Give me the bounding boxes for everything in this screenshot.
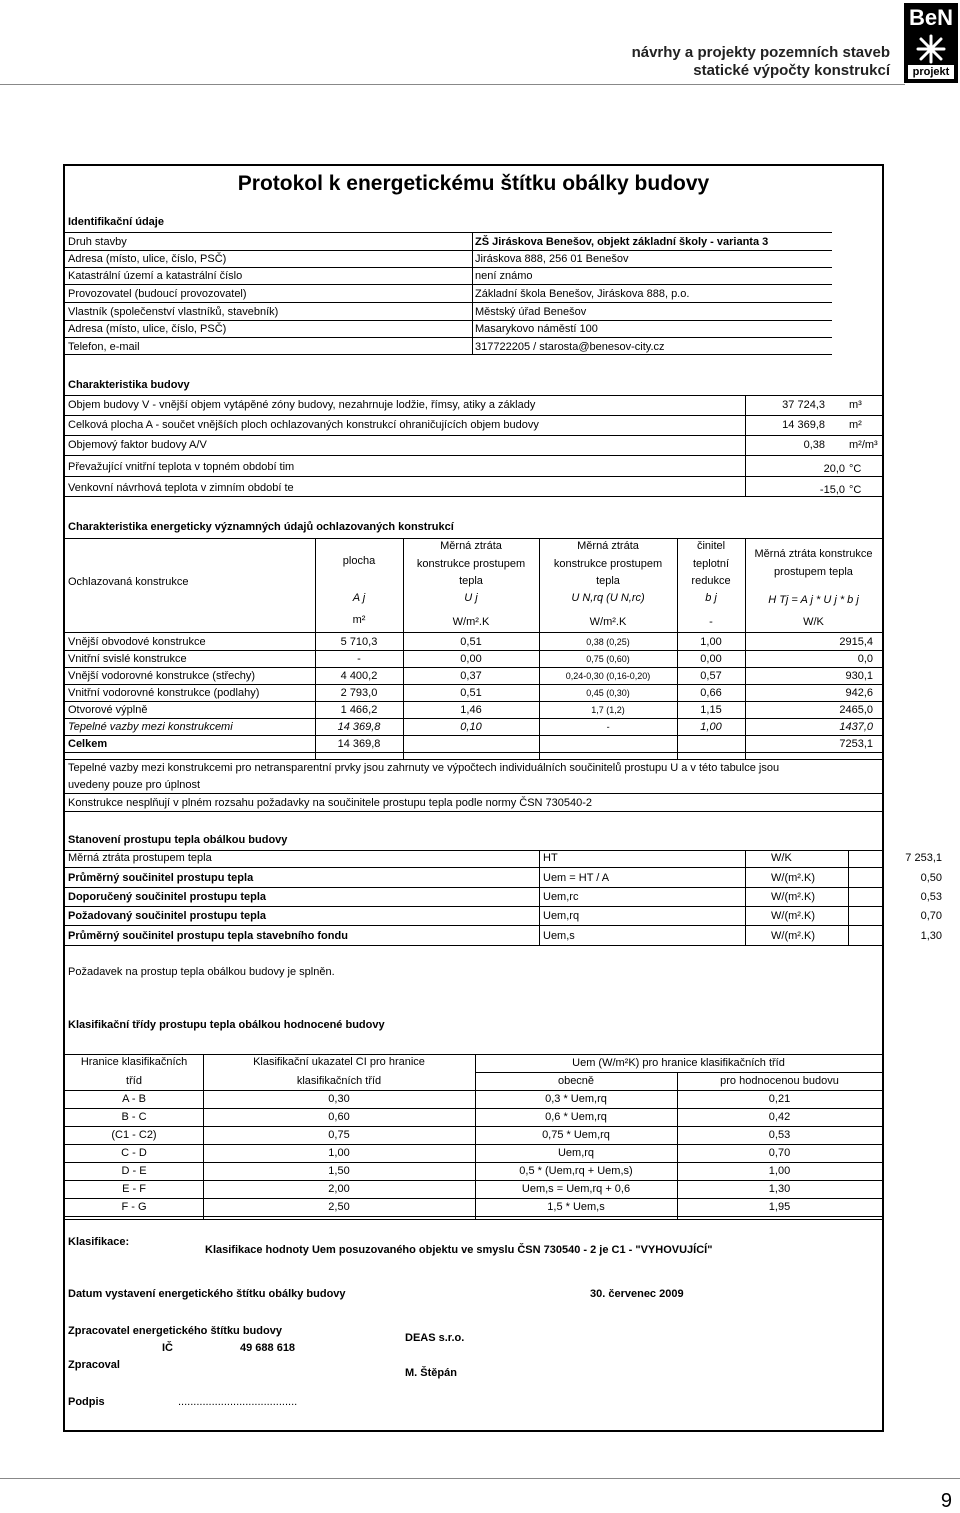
rule: [65, 945, 882, 946]
energ-row-b: 1,00: [700, 721, 722, 733]
stan-row-value: 0,53: [920, 891, 942, 903]
energ-row-un: 0,75 (0,60): [586, 654, 630, 664]
rule: [65, 1108, 882, 1109]
ident-label: Telefon, e-mail: [68, 341, 140, 353]
energ-row-name: Vnitřní svislé konstrukce: [68, 653, 187, 665]
klas-heading: Klasifikační třídy prostupu tepla obálkou hodnocené budovy: [68, 1019, 385, 1031]
klas-row-class: B - C: [121, 1111, 147, 1123]
rule: [65, 684, 882, 685]
energ-row-un: 0,24-0,30 (0,16-0,20): [565, 671, 651, 681]
ident-value: není známo: [475, 270, 533, 282]
stan-row-symbol: Uem,rq: [543, 910, 580, 922]
rule: [475, 1072, 882, 1073]
col-un-label: Měrná ztráta: [577, 540, 639, 552]
char-unit: °C: [849, 463, 862, 475]
rule: [65, 455, 882, 456]
rule: [65, 667, 882, 668]
rule: [65, 1180, 882, 1181]
klas-row-ci: 2,00: [328, 1183, 350, 1195]
rule: [65, 267, 832, 268]
char-value: 0,38: [803, 439, 825, 451]
klas-row-general: 0,6 * Uem,rq: [545, 1111, 607, 1123]
stan-row-unit: W/(m².K): [771, 910, 815, 922]
rule: [65, 1144, 882, 1145]
klas-row-value: 0,70: [768, 1147, 791, 1159]
energ-row-area: 14 369,8: [337, 721, 381, 733]
rule: [65, 925, 882, 926]
ident-value: Základní škola Benešov, Jiráskova 888, p.o.: [475, 288, 690, 300]
energ-row-h: 0,0: [857, 653, 873, 665]
logo-text: BeN: [908, 5, 953, 30]
col-h-unit: W/K: [803, 616, 824, 628]
energ-row-name: Celkem: [68, 738, 108, 750]
energ-row-u: 1,46: [460, 704, 482, 716]
footer-rule: [0, 1478, 960, 1479]
stan-result: Požadavek na prostup tepla obálkou budovy je splněn.: [68, 966, 335, 978]
energ-row-un: 0,45 (0,30): [586, 688, 630, 698]
energ-row-un: 0,38 (0,25): [586, 637, 630, 647]
char-value: 20,0: [823, 463, 845, 475]
rule: [65, 337, 832, 338]
char-value: 14 369,8: [782, 419, 825, 431]
rule: [65, 232, 832, 233]
energ-row-name: Vnitřní vodorovné konstrukce (podlahy): [68, 687, 260, 699]
rule: [65, 476, 882, 477]
rule: [65, 302, 832, 303]
rule: [65, 752, 882, 753]
rule: [65, 867, 882, 868]
col-area: plocha: [342, 555, 376, 567]
char-unit: m³: [849, 399, 862, 411]
page-header: [632, 44, 890, 80]
stan-row-value: 7 253,1: [905, 852, 942, 864]
processor-label: Zpracovatel energetického štítku budovy: [68, 1325, 282, 1337]
klas-col-class: Hranice klasifikačních: [80, 1056, 188, 1068]
stan-row-unit: W/(m².K): [771, 872, 815, 884]
energ-row-area: -: [357, 653, 361, 665]
stan-row-label: Doporučený součinitel prostupu tepla: [68, 891, 267, 903]
klas-col-ci: klasifikačních tříd: [296, 1075, 382, 1087]
stan-row-value: 1,30: [920, 930, 942, 942]
ident-value: Masarykovo náměstí 100: [475, 323, 598, 335]
rule: [65, 1126, 882, 1127]
protocol-title: Protokol k energetickému štítku obálky budovy: [237, 172, 710, 195]
rule: [65, 632, 882, 633]
stan-row-unit: W/K: [771, 852, 792, 864]
col-construction: Ochlazovaná konstrukce: [68, 576, 189, 588]
energ-row-un: 1,7 (1,2): [591, 705, 625, 715]
rule: [65, 1198, 882, 1199]
energ-row-h: 942,6: [845, 687, 873, 699]
energ-row-un: -: [606, 722, 610, 732]
klas-row-ci: 1,50: [328, 1165, 350, 1177]
col-h-sym: H Tj = A j * U j * b j: [768, 594, 859, 606]
klas-row-class: D - E: [121, 1165, 147, 1177]
energ-row-b: 1,00: [700, 636, 722, 648]
klas-row-general: 0,5 * (Uem,rq + Uem,s): [519, 1165, 633, 1177]
star-icon: [916, 34, 946, 64]
stan-row-symbol: Uem,rc: [543, 891, 579, 903]
energ-row-area: 5 710,3: [340, 636, 378, 648]
rule: [65, 887, 882, 888]
rule: [65, 850, 882, 851]
header-line-1: návrhy a projekty pozemních staveb: [631, 44, 890, 61]
rule: [65, 1216, 882, 1217]
energ-note: uvedeny pouze pro úplnost: [68, 779, 201, 791]
processed-by-label: Zpracoval: [68, 1359, 120, 1371]
ident-label: Adresa (místo, ulice, číslo, PSČ): [68, 323, 227, 335]
col-un-label: konstrukce prostupem: [553, 558, 663, 570]
klas-row-general: Uem,s = Uem,rq + 0,6: [521, 1183, 631, 1195]
col-un-sym: U N,rq (U N,rc): [571, 592, 645, 604]
klas-row-general: 0,3 * Uem,rq: [545, 1093, 607, 1105]
klas-row-ci: 0,75: [328, 1129, 350, 1141]
logo-subtext: projekt: [908, 65, 954, 79]
col-un-label: tepla: [596, 575, 620, 587]
ident-label: Druh stavby: [68, 236, 127, 248]
klas-row-value: 0,42: [768, 1111, 791, 1123]
klas-row-class: A - B: [122, 1093, 146, 1105]
energ-row-u: 0,10: [460, 721, 482, 733]
stan-row-symbol: Uem = HT / A: [543, 872, 610, 884]
rule: [65, 735, 882, 736]
klas-row-class: C - D: [121, 1147, 147, 1159]
rule: [745, 850, 746, 945]
stan-row-symbol: HT: [543, 852, 558, 864]
char-label: Převažující vnitřní teplota v topném období tim: [68, 461, 295, 473]
rule: [65, 906, 882, 907]
rule: [65, 435, 882, 436]
col-u-label: konstrukce prostupem: [416, 558, 526, 570]
char-label: Venkovní návrhová teplota v zimním období te: [68, 482, 294, 494]
ident-label: Provozovatel (budoucí provozovatel): [68, 288, 247, 300]
energ-row-name: Otvorové výplně: [68, 704, 148, 716]
rule: [65, 415, 882, 416]
klas-row-ci: 1,00: [328, 1147, 350, 1159]
ic-value: 49 688 618: [240, 1342, 296, 1354]
energ-row-name: Vnější vodorovné konstrukce (střechy): [68, 670, 256, 682]
klas-col-general: obecně: [557, 1075, 595, 1087]
rule: [65, 538, 882, 539]
signature-line: .......................................: [178, 1396, 298, 1408]
energ-row-u: 0,51: [460, 636, 482, 648]
col-area-sym: A j: [352, 592, 366, 604]
processed-by-value: M. Štěpán: [405, 1367, 457, 1379]
rule: [65, 320, 832, 321]
protocol-box: [63, 164, 942, 1432]
ident-label: Vlastník (společenství vlastníků, stavebník): [68, 306, 279, 318]
rule: [539, 850, 540, 945]
klas-col-uem: Uem (W/m²K) pro hranice klasifikačních tříd: [572, 1057, 785, 1069]
energ-row-area: 1 466,2: [340, 704, 378, 716]
header-rule: [0, 84, 905, 85]
signature-label: Podpis: [68, 1396, 105, 1408]
ident-heading: Identifikační údaje: [68, 216, 164, 228]
energ-row-h: 2915,4: [839, 636, 873, 648]
klas-row-ci: 0,30: [328, 1093, 350, 1105]
energ-row-b: 0,66: [700, 687, 722, 699]
klas-row-ci: 2,50: [328, 1201, 350, 1213]
col-b-unit: -: [709, 616, 713, 628]
rule: [745, 395, 746, 496]
stan-row-value: 0,50: [920, 872, 942, 884]
klas-row-general: 1,5 * Uem,s: [547, 1201, 605, 1213]
rule: [65, 811, 882, 812]
col-b-label: teplotní: [692, 558, 730, 570]
energ-row-u: 0,51: [460, 687, 482, 699]
stan-row-unit: W/(m².K): [771, 930, 815, 942]
energ-row-b: 0,57: [700, 670, 722, 682]
klas-row-ci: 0,60: [328, 1111, 350, 1123]
char-unit: m²/m³: [849, 439, 878, 451]
col-h-label: prostupem tepla: [774, 566, 853, 578]
rule: [65, 1090, 882, 1091]
ident-label: Adresa (místo, ulice, číslo, PSČ): [68, 253, 227, 265]
ic-label: IČ: [162, 1342, 173, 1354]
rule: [65, 718, 882, 719]
ident-value: ZŠ Jiráskova Benešov, objekt základní školy - varianta 3: [475, 236, 769, 248]
col-h-label: Měrná ztráta konstrukce: [754, 548, 873, 560]
col-b-label: redukce: [691, 575, 731, 587]
ben-logo: [904, 3, 958, 83]
rule: [65, 395, 882, 396]
klas-row-value: 0,21: [768, 1093, 791, 1105]
rule: [65, 701, 882, 702]
energ-note: Konstrukce nesplňují v plném rozsahu požadavky na součinitele prostupu tepla podle normy ČSN 730540-2: [68, 797, 593, 809]
energ-row-name: Tepelné vazby mezi konstrukcemi: [68, 721, 233, 733]
rule: [65, 650, 882, 651]
energ-row-u: 0,00: [460, 653, 482, 665]
energ-row-u: 0,37: [460, 670, 482, 682]
char-unit: m²: [849, 419, 862, 431]
char-label: Celková plocha A - součet vnějších ploch ochlazovaných konstrukcí ohraničujících objem budovy: [68, 419, 539, 431]
energ-row-area: 2 793,0: [340, 687, 378, 699]
char-label: Objemový faktor budovy A/V: [68, 439, 207, 451]
klas-col-class: tříd: [126, 1075, 142, 1087]
col-u-label: Měrná ztráta: [440, 540, 502, 552]
stan-row-value: 0,70: [920, 910, 942, 922]
energ-row-b: 1,15: [700, 704, 722, 716]
col-u-label: tepla: [459, 575, 483, 587]
col-u-unit: W/m².K: [452, 616, 490, 628]
klas-row-value: 1,95: [768, 1201, 791, 1213]
stan-row-label: Měrná ztráta prostupem tepla: [68, 852, 212, 864]
date-label: Datum vystavení energetického štítku obálky budovy: [68, 1288, 346, 1300]
rule: [65, 759, 882, 760]
stan-heading: Stanovení prostupu tepla obálkou budovy: [68, 834, 288, 846]
stan-row-label: Požadovaný součinitel prostupu tepla: [68, 910, 267, 922]
col-b-label: činitel: [696, 540, 726, 552]
ident-label: Katastrální území a katastrální číslo: [68, 270, 243, 282]
stan-row-label: Průměrný součinitel prostupu tepla stavebního fondu: [68, 930, 348, 942]
energ-row-h: 2465,0: [839, 704, 873, 716]
klas-row-value: 0,53: [768, 1129, 791, 1141]
rule: [65, 1219, 882, 1220]
rule: [65, 1162, 882, 1163]
stan-row-unit: W/(m².K): [771, 891, 815, 903]
energ-row-h: 1437,0: [839, 721, 873, 733]
col-u-sym: U j: [464, 592, 478, 604]
date-value: 30. červenec 2009: [590, 1288, 684, 1300]
energ-row-h: 7253,1: [839, 738, 873, 750]
rule: [65, 793, 882, 794]
stan-row-label: Průměrný součinitel prostupu tepla: [68, 872, 254, 884]
energ-note: Tepelné vazby mezi konstrukcemi pro netransparentní prvky jsou zahrnuty ve výpočtech individuálních součinitelů prostupu U a v této tabulce jsou: [68, 762, 780, 774]
klas-col-ci: Klasifikační ukazatel CI pro hranice: [253, 1056, 425, 1068]
processor-value: DEAS s.r.o.: [405, 1332, 465, 1344]
char-heading: Charakteristika budovy: [68, 379, 190, 391]
energ-heading: Charakteristika energeticky významných údajů ochlazovaných konstrukcí: [68, 521, 454, 533]
char-value: -15,0: [819, 484, 845, 496]
klas-col-building: pro hodnocenou budovu: [720, 1075, 839, 1087]
char-value: 37 724,3: [782, 399, 825, 411]
col-area-unit: m²: [352, 614, 366, 626]
energ-row-h: 930,1: [845, 670, 873, 682]
col-un-unit: W/m².K: [589, 616, 627, 628]
col-b-sym: b j: [705, 592, 717, 604]
ident-value: Městský úřad Benešov: [475, 306, 587, 318]
rule: [65, 496, 882, 497]
stan-row-symbol: Uem,s: [543, 930, 575, 942]
ident-value: 317722205 / starosta@benesov-city.cz: [475, 341, 665, 353]
rule: [65, 250, 832, 251]
klas-row-general: Uem,rq: [557, 1147, 595, 1159]
klas-row-class: (C1 - C2): [111, 1129, 157, 1141]
rule: [65, 354, 832, 355]
energ-row-area: 4 400,2: [340, 670, 378, 682]
page-number: 9: [940, 1490, 952, 1512]
klas-row-value: 1,30: [768, 1183, 791, 1195]
klas-row-value: 1,00: [768, 1165, 791, 1177]
klas-label: Klasifikace:: [68, 1236, 130, 1248]
energ-row-area: 14 369,8: [337, 738, 381, 750]
rule: [65, 1054, 882, 1055]
klas-row-class: F - G: [121, 1201, 147, 1213]
klas-text: Klasifikace hodnoty Uem posuzovaného objektu ve smyslu ČSN 730540 - 2 je C1 - "VYHOVUJÍCÍ": [205, 1244, 713, 1256]
ident-value: Jiráskova 888, 256 01 Benešov: [475, 253, 629, 265]
header-line-2: statické výpočty konstrukcí: [693, 62, 890, 79]
char-unit: °C: [849, 484, 862, 496]
energ-row-b: 0,00: [700, 653, 722, 665]
klas-row-general: 0,75 * Uem,rq: [542, 1129, 610, 1141]
rule: [65, 284, 832, 285]
energ-row-name: Vnější obvodové konstrukce: [68, 636, 206, 648]
char-label: Objem budovy V - vnější objem vytápěné zóny budovy, nezahrnuje lodžie, římsy, atiky a základy: [68, 399, 536, 411]
klas-row-class: E - F: [122, 1183, 146, 1195]
